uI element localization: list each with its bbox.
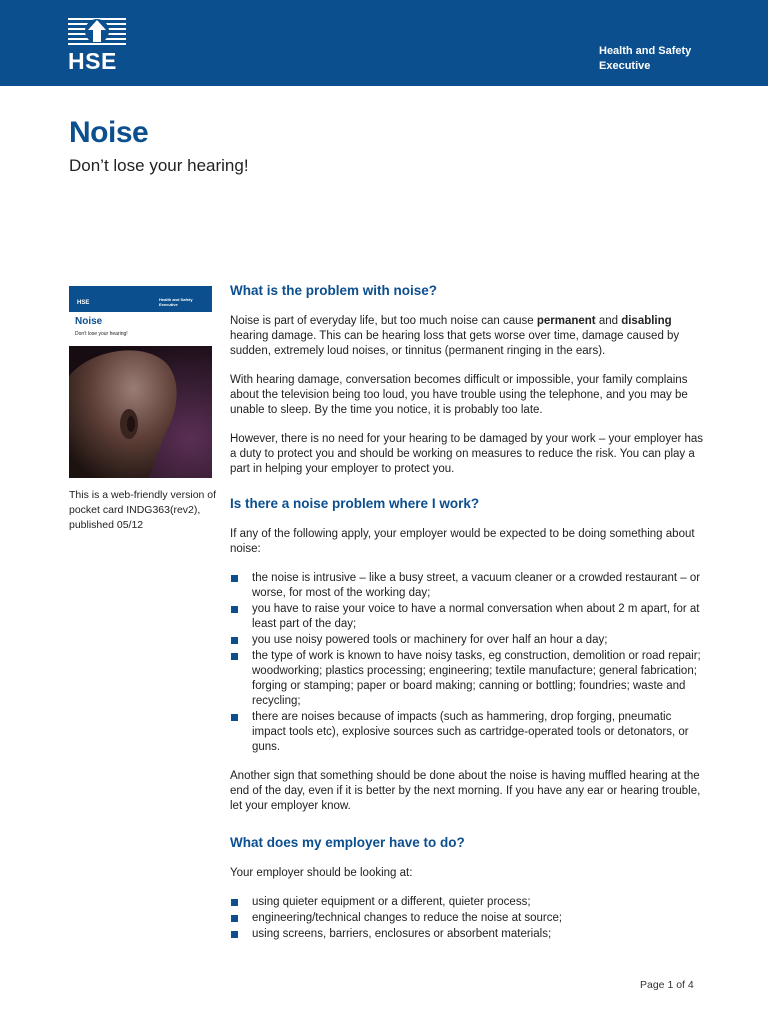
main-content	[230, 282, 705, 956]
cover-org-line-1: Health and Safety	[159, 297, 193, 302]
list-item-text: you have to raise your voice to have a normal conversation when about 2 m apart, for at least part of the day;	[252, 603, 700, 630]
text-fragment: Noise is part of everyday life, but too much noise can cause	[230, 315, 537, 327]
noise-indicators-list	[230, 571, 705, 755]
list-item-text: the noise is intrusive – like a busy street, a vacuum cleaner or a crowded restaurant – or worse, for most of the working day;	[252, 572, 701, 599]
cover-title: Noise	[75, 316, 103, 327]
head-photo-illustration	[69, 346, 212, 478]
list-item	[230, 633, 705, 648]
employer-measures-list	[230, 895, 705, 942]
list-item	[230, 895, 705, 910]
paragraph-where-outro: Another sign that something should be done about the noise is having muffled hearing at the end of the day, even if it is better by the next morning. If you have any ear or hearing trouble, let your employer know.	[230, 770, 701, 812]
paragraph-problem-3: However, there is no need for your hearing to be damaged by your work – your employer has a duty to protect you and should be working on measures to reduce the risk. You can play a part in helping your employer to protect you.	[230, 433, 704, 475]
list-item	[230, 710, 705, 755]
list-item-text: there are noises because of impacts (such as hammering, drop forging, pneumatic impact tools etc), explosive sources such as cartridge-operated tools or detonators, or guns.	[252, 711, 689, 753]
list-item	[230, 602, 705, 632]
list-item	[230, 927, 705, 942]
text-fragment: hearing damage. This can be hearing loss that gets worse over time, damage caused by sudden, extremely loud noises, or tinnitus (permanent ringing in the ears).	[230, 330, 680, 357]
cover-subtitle: Don't lose your hearing!	[75, 331, 128, 337]
list-item-text: you use noisy powered tools or machinery for over half an hour a day;	[252, 634, 608, 646]
header-banner	[0, 0, 768, 86]
square-bullet-icon	[231, 637, 238, 644]
square-bullet-icon	[231, 915, 238, 922]
text-fragment: and	[595, 315, 622, 327]
paragraph-employer-intro: Your employer should be looking at:	[230, 867, 413, 879]
page-number: Page 1 of 4	[640, 979, 694, 991]
list-item-text: engineering/technical changes to reduce the noise at source;	[252, 912, 563, 924]
section-heading-employer-duties: What does my employer have to do?	[230, 835, 465, 850]
list-item-text: using quieter equipment or a different, quieter process;	[252, 896, 531, 908]
square-bullet-icon	[231, 575, 238, 582]
organisation-name	[599, 44, 729, 74]
emphasis-permanent: permanent	[536, 315, 596, 327]
emphasis-disabling: disabling	[621, 315, 672, 327]
square-bullet-icon	[231, 714, 238, 721]
paragraph-problem-2: With hearing damage, conversation becomes difficult or impossible, your family complains about the television being too loud, you have trouble using the telephone, and you may be unable to sleep. By the time you notice, it is probably too late.	[230, 374, 688, 416]
square-bullet-icon	[231, 606, 238, 613]
list-item	[230, 649, 705, 709]
org-line-2: Executive	[599, 60, 651, 72]
cover-logo-text: HSE	[77, 300, 90, 306]
cover-org-name	[159, 297, 193, 307]
list-item-text: the type of work is known to have noisy tasks, eg construction, demolition or road repair; woodworking; plastics processing; engineering; textile manufacture; general fabrication; forging or stamping; paper or board making; canning or bottling; foundries; waste and recycling;	[252, 650, 701, 707]
cover-org-line-2: Executive	[159, 302, 178, 307]
section-heading-where-i-work: Is there a noise problem where I work?	[230, 496, 480, 511]
org-line-1: Health and Safety	[599, 45, 692, 57]
square-bullet-icon	[231, 653, 238, 660]
paragraph-problem-1	[230, 314, 705, 359]
page-title: Noise	[69, 116, 149, 149]
section-heading-problem: What is the problem with noise?	[230, 283, 438, 298]
cover-caption: This is a web-friendly version of pocket card INDG363(rev2), published 05/12	[69, 489, 217, 531]
square-bullet-icon	[231, 899, 238, 906]
pocket-card-cover-image	[69, 286, 212, 478]
page-subtitle: Don’t lose your hearing!	[69, 156, 249, 175]
list-item	[230, 911, 705, 926]
logo-text: HSE	[68, 48, 117, 74]
list-item-text: using screens, barriers, enclosures or absorbent materials;	[252, 928, 552, 940]
paragraph-where-intro: If any of the following apply, your employer would be expected to be doing something about noise:	[230, 528, 695, 555]
square-bullet-icon	[231, 931, 238, 938]
list-item	[230, 571, 705, 601]
